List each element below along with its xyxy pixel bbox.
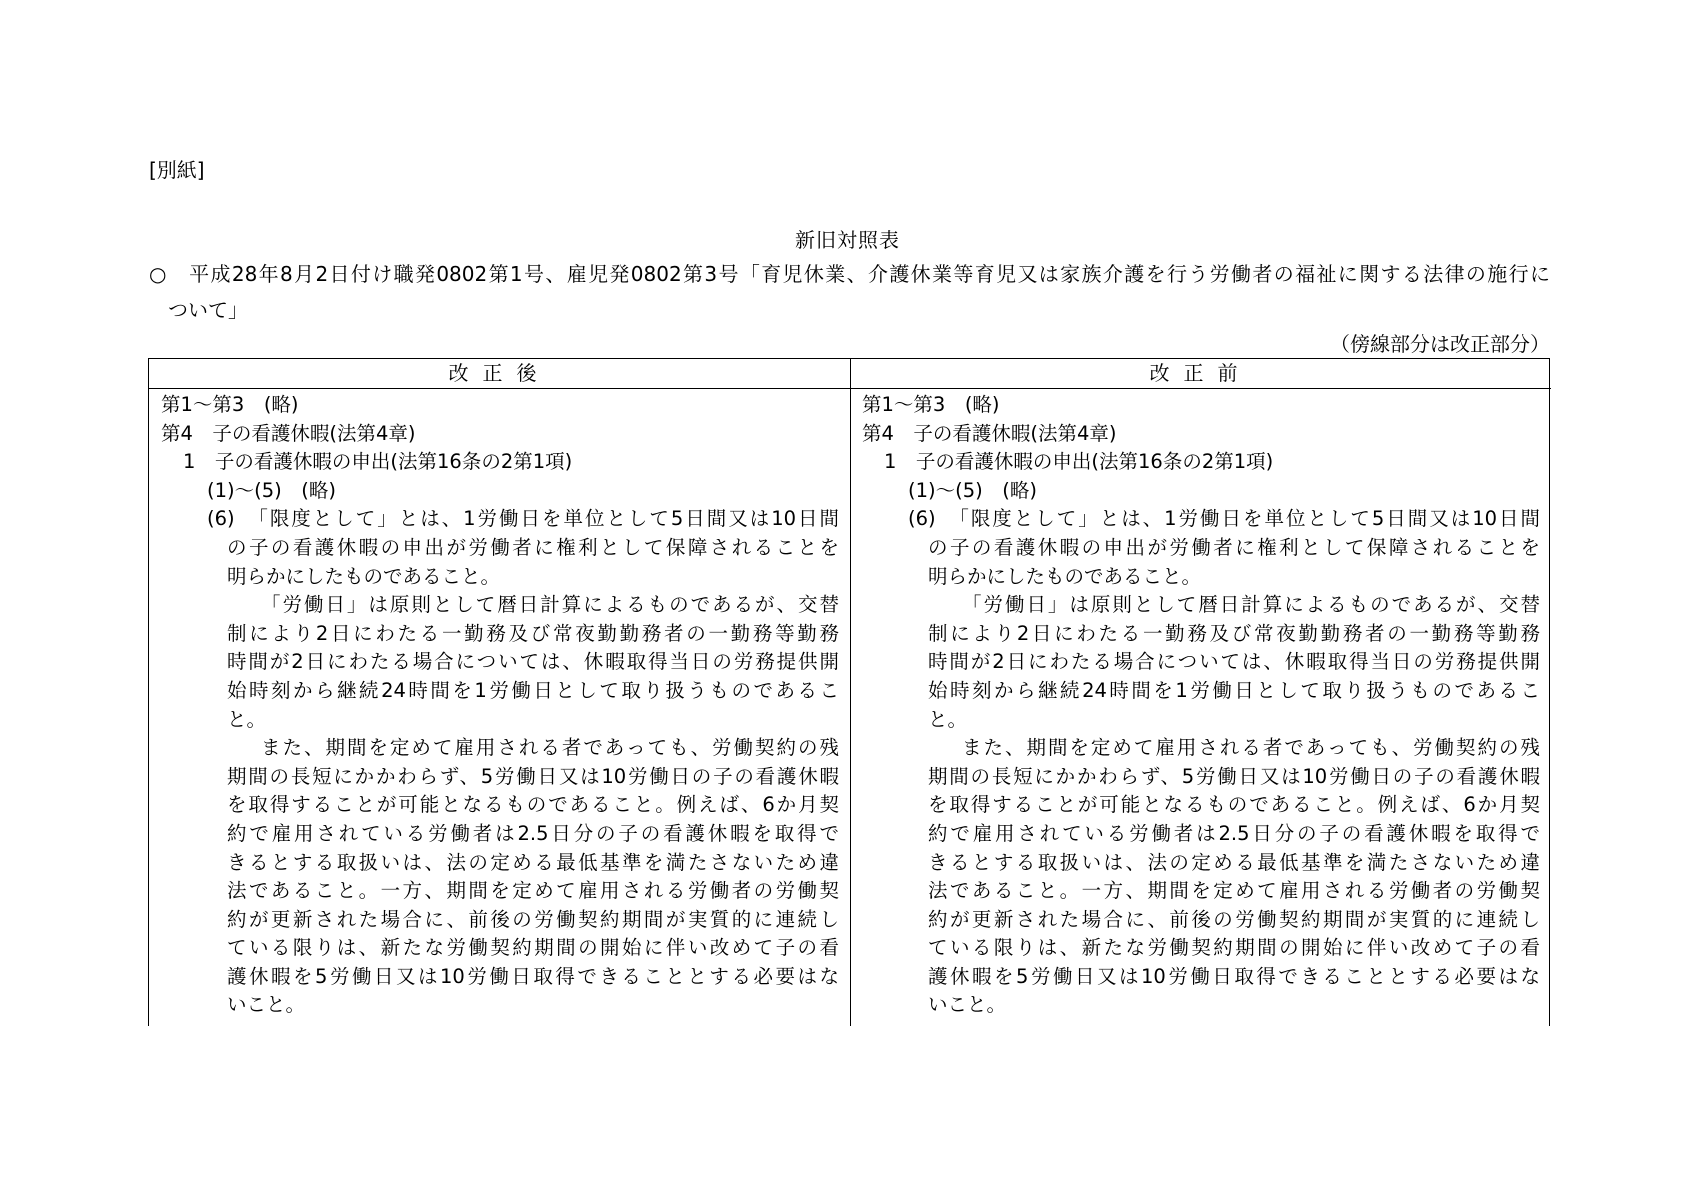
- text-line: また、期間を定めて雇用される者であっても、労働契約の残: [962, 736, 1540, 760]
- text-line: 制により2日にわたる一勤務及び常夜勤勤務者の一勤務等勤務: [227, 621, 839, 645]
- annex-label: [別紙]: [149, 158, 205, 182]
- text-line: 明らかにしたものであること。: [928, 564, 1202, 588]
- column-body: [850, 389, 1551, 1020]
- text-line: 期間の長短にかかわらず、5労働日又は10労働日の子の看護休暇: [928, 764, 1540, 788]
- text-line: (6) 「限度として」とは、1労働日を単位として5日間又は10日間: [207, 507, 839, 531]
- text-line: きるとする取扱いは、法の定める最低基準を満たさないため違: [227, 850, 839, 874]
- text-line: 約が更新された場合に、前後の労働契約期間が実質的に連続し: [928, 907, 1540, 931]
- text-line: 1 子の看護休暇の申出(法第16条の2第1項): [183, 450, 573, 474]
- text-line: 約が更新された場合に、前後の労働契約期間が実質的に連続し: [227, 907, 839, 931]
- text-line: 始時刻から継続24時間を1労働日として取り扱うものであるこ: [928, 678, 1540, 702]
- column-header: 改正後: [149, 359, 850, 389]
- text-line: 「労働日」は原則として暦日計算によるものであるが、交替: [962, 593, 1540, 617]
- text-line: 期間の長短にかかわらず、5労働日又は10労働日の子の看護休暇: [227, 764, 839, 788]
- text-line: の子の看護休暇の申出が労働者に権利として保障されることを: [928, 535, 1540, 559]
- text-line: 約で雇用されている労働者は2.5日分の子の看護休暇を取得で: [928, 821, 1540, 845]
- document-title: 新旧対照表: [795, 228, 900, 252]
- text-line: 約で雇用されている労働者は2.5日分の子の看護休暇を取得で: [227, 821, 839, 845]
- text-line: 始時刻から継続24時間を1労働日として取り扱うものであるこ: [227, 678, 839, 702]
- column-before-revision: [850, 359, 1551, 1026]
- text-line: 護休暇を5労働日又は10労働日取得できることとする必要はな: [227, 964, 839, 988]
- column-body: [149, 389, 850, 1020]
- text-line: ている限りは、新たな労働契約期間の開始に伴い改めて子の看: [227, 936, 839, 960]
- text-line: を取得することが可能となるものであること。例えば、6か月契: [928, 793, 1540, 817]
- text-line: きるとする取扱いは、法の定める最低基準を満たさないため違: [928, 850, 1540, 874]
- column-header: 改正前: [850, 359, 1551, 389]
- underline-note: （傍線部分は改正部分）: [1330, 332, 1550, 356]
- text-line: と。: [227, 707, 267, 731]
- text-line: (1)～(5) (略): [908, 478, 1037, 502]
- text-line: の子の看護休暇の申出が労働者に権利として保障されることを: [227, 535, 839, 559]
- text-line: 法であること。一方、期間を定めて雇用される労働者の労働契: [928, 879, 1540, 903]
- text-line: と。: [928, 707, 968, 731]
- comparison-table: [148, 358, 1550, 1026]
- text-line: 明らかにしたものであること。: [227, 564, 501, 588]
- text-line: 第4 子の看護休暇(法第4章): [161, 421, 416, 445]
- text-line: 時間が2日にわたる場合については、休暇取得当日の労務提供開: [227, 650, 839, 674]
- text-line: を取得することが可能となるものであること。例えば、6か月契: [227, 793, 839, 817]
- notice-reference-line1: ○ 平成28年8月2日付け職発0802第1号、雇児発0802第3号「育児休業、介護休業等育児又は家族介護を行う労働者の福祉に関する法律の施行に: [149, 262, 1550, 286]
- text-line: 法であること。一方、期間を定めて雇用される労働者の労働契: [227, 879, 839, 903]
- text-line: 第1～第3 (略): [862, 393, 1000, 416]
- notice-reference-line2: ついて」: [168, 298, 248, 322]
- text-line: (1)～(5) (略): [207, 478, 336, 502]
- column-after-revision: [149, 359, 851, 1026]
- text-line: いこと。: [227, 993, 306, 1017]
- text-line: (6) 「限度として」とは、1労働日を単位として5日間又は10日間: [908, 507, 1540, 531]
- text-line: 1 子の看護休暇の申出(法第16条の2第1項): [884, 450, 1274, 474]
- text-line: 護休暇を5労働日又は10労働日取得できることとする必要はな: [928, 964, 1540, 988]
- text-line: 「労働日」は原則として暦日計算によるものであるが、交替: [261, 593, 839, 617]
- text-line: 制により2日にわたる一勤務及び常夜勤勤務者の一勤務等勤務: [928, 621, 1540, 645]
- text-line: ている限りは、新たな労働契約期間の開始に伴い改めて子の看: [928, 936, 1540, 960]
- text-line: 第4 子の看護休暇(法第4章): [862, 421, 1117, 445]
- text-line: 時間が2日にわたる場合については、休暇取得当日の労務提供開: [928, 650, 1540, 674]
- text-line: いこと。: [928, 993, 1007, 1017]
- text-line: 第1～第3 (略): [161, 393, 299, 416]
- text-line: また、期間を定めて雇用される者であっても、労働契約の残: [261, 736, 839, 760]
